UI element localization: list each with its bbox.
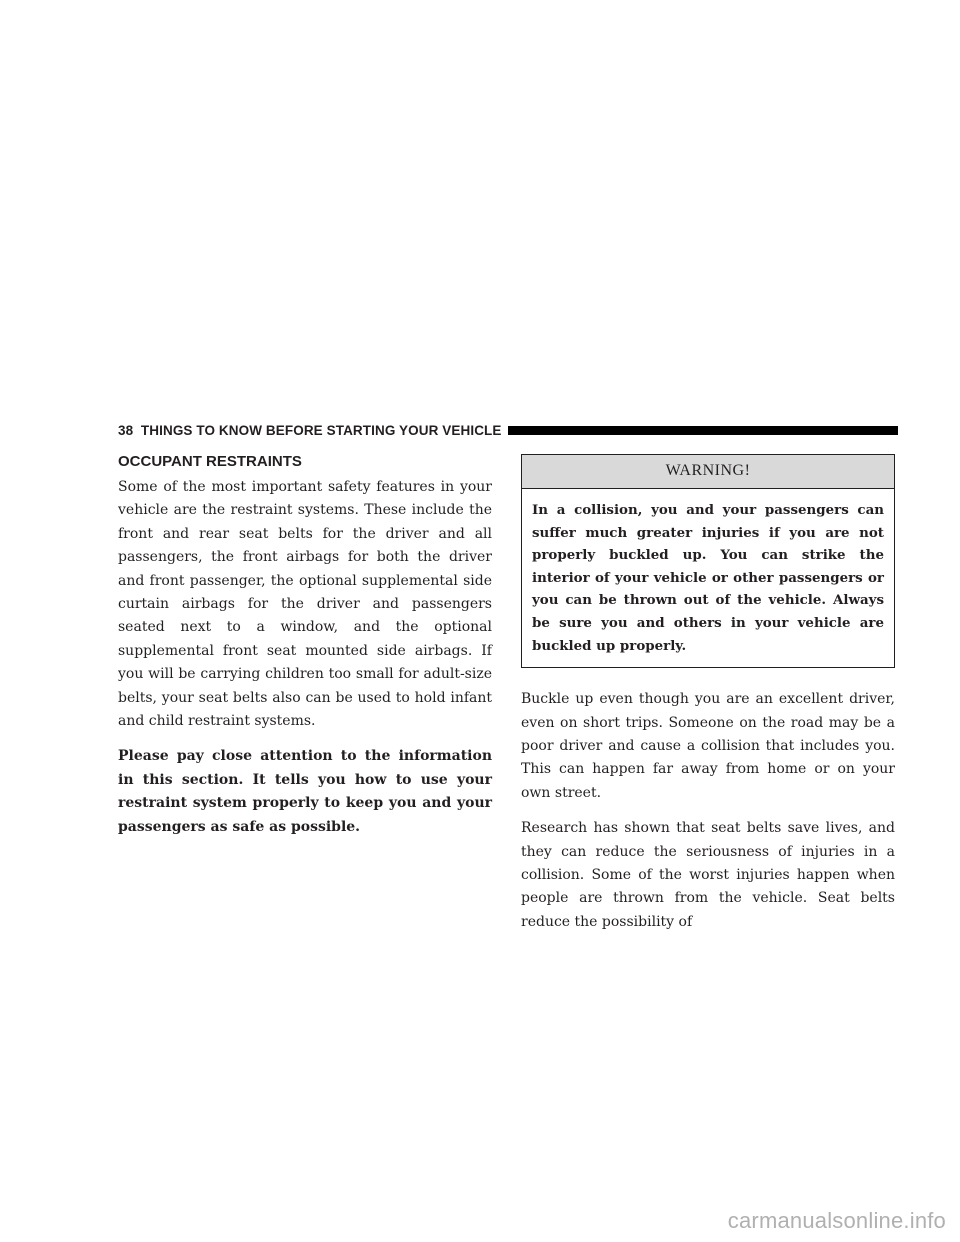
buckle-up-paragraph: Buckle up even though you are an excellent driver, even on short trips. Someone on the road may be a poor driver and cause a collision that includes you. This can happen far away from home or on your own street. [521, 691, 895, 801]
warning-title: WARNING! [522, 455, 894, 489]
attention-paragraph: Please pay close attention to the information in this section. It tells you how to use your restraint system properly to keep you and your passengers as safe as possible. [118, 748, 492, 835]
section-heading: OCCUPANT RESTRAINTS [118, 453, 302, 470]
watermark: carmanualsonline.info [727, 1208, 946, 1233]
header-rule [508, 426, 899, 435]
page-header-text [118, 423, 502, 438]
right-column [521, 454, 895, 946]
warning-box [521, 454, 895, 668]
research-paragraph: Research has shown that seat belts save lives, and they can reduce the seriousness of injuries in a collision. Some of the worst injuries happen when people are thrown from the vehicle. Seat belts reduce the possibility of [521, 820, 895, 930]
page-number: 38 [118, 422, 134, 438]
intro-paragraph: Some of the most important safety features in your vehicle are the restraint systems. These include the front and rear seat belts for the driver and all passengers, the front airbags for both the driver and front passenger, the optional supplemental side curtain airbags for the driver and passengers seated next to a window, and the optional supplemental front seat mounted side airbags. If you will be carrying children too small for adult-size belts, your seat belts also can be used to hold infant and child restraint systems. [118, 479, 492, 730]
page-header [118, 420, 898, 440]
left-column [118, 452, 492, 851]
running-title: THINGS TO KNOW BEFORE STARTING YOUR VEHICLE [140, 422, 502, 438]
warning-body: In a collision, you and your passengers can suffer much greater injuries if you are not properly buckled up. You can strike the interior of your vehicle or other passengers or you can be thrown out of the vehicle. Always be sure you and others in your vehicle are buckled up properly. [532, 502, 884, 654]
